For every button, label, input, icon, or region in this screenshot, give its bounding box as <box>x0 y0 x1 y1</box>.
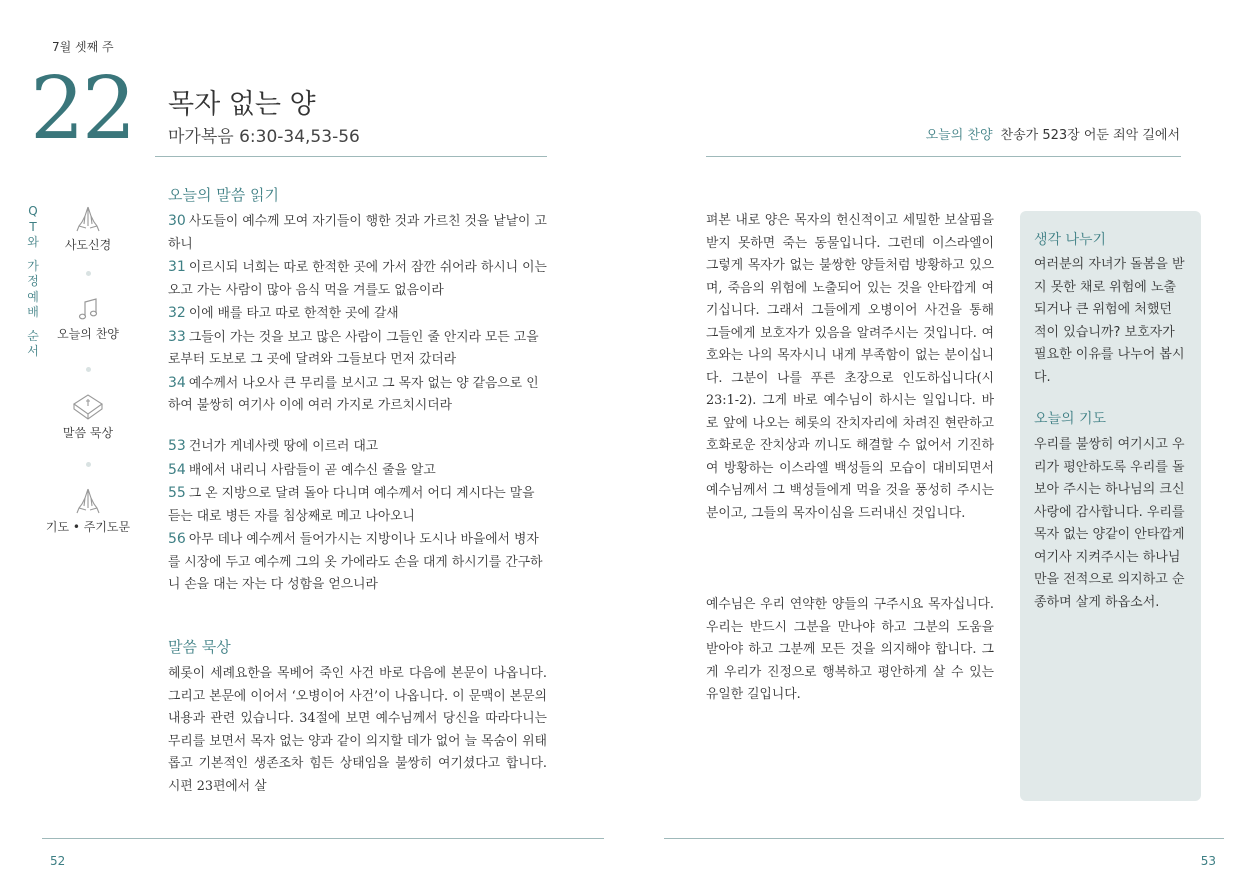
meditation-text-right-1: 펴본 내로 양은 목자의 헌신적이고 세밀한 보살핌을 받지 못하면 죽는 동물입니다. 그런데 이스라엘이 그렇게 목자가 없는 불쌍한 양들처럼 방황하고 있으며, 죽음의 위험에 노출되어 있는 것을 안타깝게 여기십니다. 그래서 그들에게 오병이어 사건을 통해 그들에게 보호자가 있음을 알려주시는 것입니다. 여호와는 나의 목자시니 내게 부족함이 없는 분이십니다. 그분이 나를 푸른 초장으로 인도하십니다(시23:1-2). 그게 바로 예수님이 하시는 일입니다. 바로 앞에 나오는 헤롯의 잔치자리에 차려진 현란하고 호화로운 잔치상과 끼니도 해결할 수 없어서 기진하여 방황하는 이스라엘 백성들의 모습이 대비되면서 예수님께서 그 백성들에게 먹을 것을 풍성히 주시는 분이고, 그들의 목자이심을 드러내신 것입니다. <box>706 213 994 521</box>
bible-icon <box>71 392 105 422</box>
page-number-right: 53 <box>1200 854 1216 868</box>
footer-rule-right <box>664 838 1224 839</box>
verse-item: 55 그 온 지방으로 달려 돌아 다니며 예수께서 어디 계시다는 말을 듣는 대로 병든 자를 침상째로 메고 나아오니 <box>168 485 535 524</box>
praying-hands-icon <box>74 486 102 516</box>
hymn-label: 오늘의 찬양 <box>925 128 993 143</box>
meditation-heading: 말씀 묵상 <box>168 638 231 656</box>
share-heading: 생각 나누기 <box>1034 232 1107 248</box>
sidebar-item-label: 말씀 묵상 <box>62 426 114 440</box>
footer-rule-left <box>42 838 604 839</box>
verse-list-2 <box>168 435 548 597</box>
verse-item: 53 건너가 게네사렛 땅에 이르러 대고 <box>168 438 379 454</box>
scripture-reference: 마가복음 6:30-34,53-56 <box>168 127 360 147</box>
verse-item: 33 그들이 가는 것을 보고 많은 사람이 그들인 줄 안지라 모든 고을로부터 도보로 그 곳에 달려와 그들보다 먼저 갔더라 <box>168 328 539 367</box>
praying-hands-icon <box>74 204 102 234</box>
sidebar-item-hymn <box>38 297 138 342</box>
sidebar-item-creed <box>38 204 138 253</box>
page-title: 목자 없는 양 <box>168 89 316 120</box>
verse-item: 34 예수께서 나오사 큰 무리를 보시고 그 목자 없는 양 같음으로 인하여 불쌍히 여기사 이에 여러 가지로 가르치시더라 <box>168 374 539 413</box>
day-number: 22 <box>30 59 134 159</box>
verse-item: 31 이르시되 너희는 따로 한적한 곳에 가서 잠깐 쉬어라 하시니 이는 오고 가는 사람이 많아 음식 먹을 겨를도 없음이라 <box>168 259 547 298</box>
prayer-text: 우리를 불쌍히 여기시고 우리가 평안하도록 우리를 돌보아 주시는 하나님의 크신 사랑에 감사합니다. 우리를 목자 없는 양같이 안타깝게 여기사 지켜주시는 하나님만을 전적으로 의지하고 순종하며 살게 하옵소서. <box>1034 437 1185 610</box>
reading-heading: 오늘의 말씀 읽기 <box>168 186 279 204</box>
sidebar-item-label: 사도신경 <box>64 238 112 252</box>
separator-dot <box>86 462 91 467</box>
share-text: 여러분의 자녀가 돌봄을 받지 못한 채로 위험에 노출되거나 큰 위험에 처했던 적이 있습니까? 보호자가 필요한 이유를 나누어 봅시다. <box>1034 257 1185 385</box>
verse-item: 30 사도들이 예수께 모여 자기들이 행한 것과 가르친 것을 낱낱이 고하니 <box>168 213 547 252</box>
verse-item: 56 아무 데나 예수께서 들어가시는 지방이나 도시나 바을에서 병자를 시장에 두고 예수께 그의 옷 가에라도 손을 대게 하시기를 간구하니 손을 대는 자는 다 성함을 얻으니라 <box>168 531 543 592</box>
separator-dot <box>86 367 91 372</box>
meditation-text-right-2: 예수님은 우리 연약한 양들의 구주시요 목자십니다. 우리는 반드시 그분을 만나야 하고 그분의 도움을 받아야 하고 그분께 모든 것을 의지해야 합니다. 그게 우리가 진정으로 행복하고 평안하게 살 수 있는 유일한 길입니다. <box>706 597 994 702</box>
sidebar-item-label: 오늘의 찬양 <box>57 327 119 341</box>
meditation-text-left: 헤롯이 세례요한을 목베어 죽인 사건 바로 다음에 본문이 나옵니다. 그리고 본문에 이어서 ‘오병이어 사건’이 나옵니다. 이 문맥이 본문의 내용과 관련 있습니다. 34절에 보면 예수님께서 당신을 따라다니는 무리를 보면서 목자 없는 양과 같이 의지할 데가 없어 늘 목숨이 위태롭고 기본적인 생존조차 힘든 상태임을 불쌍히 여기셨다고 합니다. 시편 23편에서 살 <box>168 666 547 794</box>
sidebar-item-label: 기도 • 주기도문 <box>45 520 131 534</box>
hymn-value: 찬송가 523장 어둔 죄악 길에서 <box>1000 128 1180 143</box>
verse-item: 32 이에 배를 타고 따로 한적한 곳에 갈새 <box>168 305 399 321</box>
page-number-left: 52 <box>50 854 66 868</box>
header-rule-right <box>706 156 1181 157</box>
separator-dot <box>86 271 91 276</box>
header-rule-left <box>155 156 547 157</box>
sidebar-item-meditation <box>38 392 138 441</box>
verse-list-1 <box>168 210 548 418</box>
prayer-heading: 오늘의 기도 <box>1034 411 1107 427</box>
verse-item: 54 배에서 내리니 사람들이 곧 예수신 줄을 알고 <box>168 461 436 478</box>
hymn-line <box>926 124 1180 143</box>
music-note-icon <box>76 297 100 323</box>
sidebar-item-prayer <box>38 486 138 535</box>
qt-order-vertical-label: Q T 와 가 정 예 배 순 서 <box>27 204 39 358</box>
week-label: 7월 셋째 주 <box>52 40 114 54</box>
